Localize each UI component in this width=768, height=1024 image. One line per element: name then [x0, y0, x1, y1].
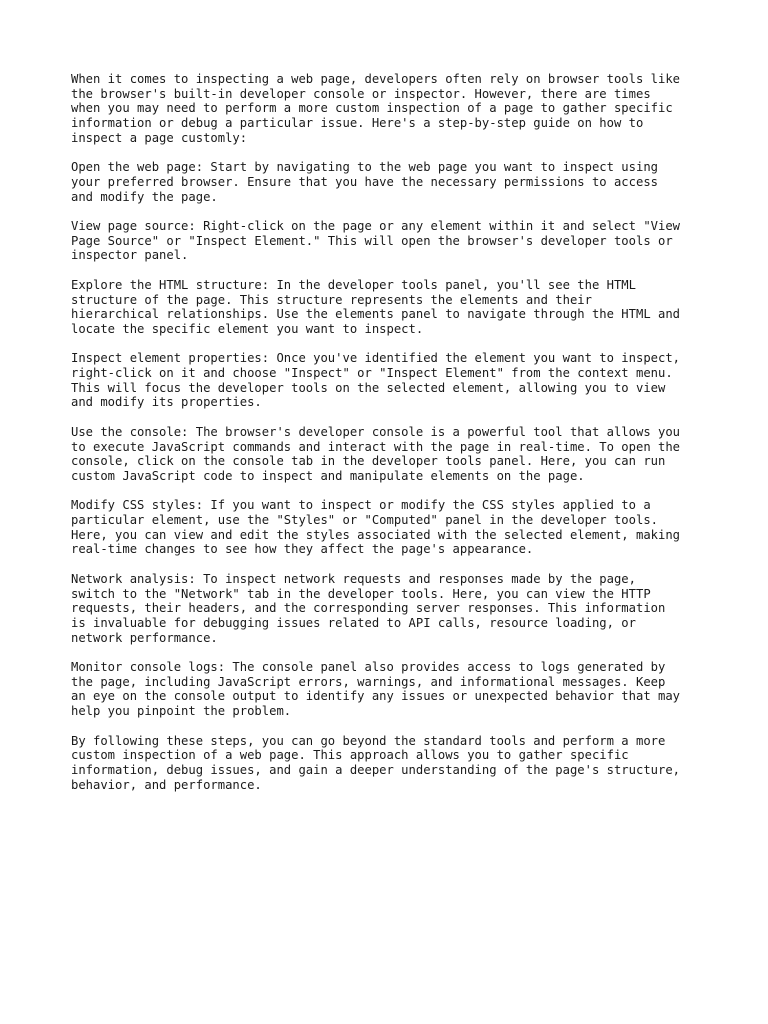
paragraph-console-logs: Monitor console logs: The console panel also provides access to logs generated by the page, including JavaScript errors, warnings, and informational messages. Keep an eye on the console output to identify any issues or unexpected behavior that may help you pinpoint the problem. — [71, 660, 681, 719]
paragraph-intro: When it comes to inspecting a web page, developers often rely on browser tools like the browser's built-in developer console or inspector. However, there are times when you may need to perform a more custom inspection of a page to gather specific information or debug a particular issue. Here's a step-by-step guide on how to inspect a page customly: — [71, 72, 681, 145]
paragraph-open-web-page: Open the web page: Start by navigating to the web page you want to inspect using your preferred browser. Ensure that you have the necessary permissions to access and modify the page. — [71, 160, 658, 204]
paragraph-explore-html: Explore the HTML structure: In the developer tools panel, you'll see the HTML structure of the page. This structure represents the elements and their hierarchical relationships. Use the elements panel to navigate through the HTML and locate the specific element you want to inspect. — [71, 277, 681, 336]
paragraph-view-page-source: View page source: Right-click on the page or any element within it and select "View Page Source" or "Inspect Element." This will open the browser's developer tools or inspector panel. — [71, 219, 681, 263]
paragraph-conclusion: By following these steps, you can go beyond the standard tools and perform a more custom inspection of a web page. This approach allows you to gather specific information, debug issues, and gain a deeper understanding of the page's structure, behavior, and performance. — [71, 733, 681, 792]
paragraph-inspect-element: Inspect element properties: Once you've identified the element you want to inspect, right-click on it and choose "Inspect" or "Inspect Element" from the context menu. This will focus the developer tools on the selected element, allowing you to view and modify its properties. — [71, 351, 681, 410]
paragraph-network-analysis: Network analysis: To inspect network requests and responses made by the page, switch to the "Network" tab in the developer tools. Here, you can view the HTTP requests, their headers, and the corresponding server responses. This information is invaluable for debugging issues related to API calls, resource loading, or network performance. — [71, 571, 666, 645]
paragraph-modify-css: Modify CSS styles: If you want to inspect or modify the CSS styles applied to a particular element, use the "Styles" or "Computed" panel in the developer tools. Here, you can view and edit the styles associated with the selected element, making real-time changes to see how they affect the page's appearance. — [71, 498, 681, 557]
paragraph-use-console: Use the console: The browser's developer console is a powerful tool that allows you to execute JavaScript commands and interact with the page in real-time. To open the console, click on the console tab in the developer tools panel. Here, you can run custom JavaScript code to inspect and manipulate elements on the page. — [71, 424, 681, 483]
